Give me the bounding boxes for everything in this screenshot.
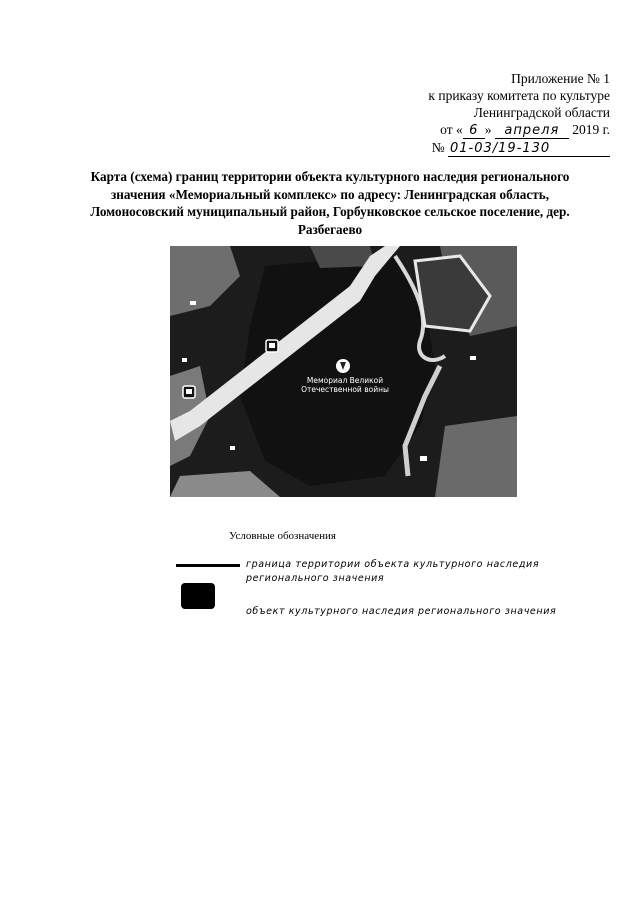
legend-boundary-line1: граница территории объекта культурного наследия bbox=[246, 559, 540, 570]
bus-stop-icon bbox=[183, 386, 195, 398]
memorial-label-line1: Мемориал Великой bbox=[306, 376, 384, 385]
handwritten-month: апреля bbox=[495, 124, 569, 139]
legend-boundary-text bbox=[246, 558, 539, 586]
memorial-label bbox=[280, 376, 410, 394]
document-title: Карта (схема) границ территории объекта культурного наследия регионального значения «Мемориальный комплекс» по адресу: Ленинградская область, Ломоносовский муниципальный район, Горбунковское сельское поселение, дер. Разбегаево bbox=[90, 169, 570, 237]
satellite-map bbox=[170, 246, 517, 497]
memorial-label-line2: Отечественной войны bbox=[301, 385, 389, 394]
legend-title: Условные обозначения bbox=[229, 530, 336, 542]
boundary-line-symbol bbox=[176, 564, 240, 567]
memorial-marker-icon bbox=[336, 359, 350, 373]
handwritten-day: 6 bbox=[463, 124, 485, 139]
appendix-header bbox=[428, 70, 610, 157]
appendix-order-ref: к приказу комитета по культуре bbox=[428, 88, 610, 103]
appendix-number: Приложение № 1 bbox=[511, 71, 610, 86]
legend-object-text: объект культурного наследия регионального значения bbox=[246, 606, 557, 617]
satellite-imagery bbox=[170, 246, 517, 497]
appendix-region: Ленинградской области bbox=[473, 105, 610, 120]
heritage-object-symbol bbox=[181, 583, 215, 609]
appendix-date bbox=[428, 121, 610, 139]
date-prefix: от « bbox=[440, 122, 463, 137]
number-prefix: № bbox=[431, 140, 445, 155]
appendix-order-number bbox=[428, 139, 610, 157]
handwritten-number: 01-03/19-130 bbox=[448, 142, 610, 157]
date-mid: » bbox=[484, 122, 492, 137]
bus-stop-icon bbox=[266, 340, 278, 352]
date-year: 2019 г. bbox=[572, 122, 610, 137]
legend-boundary-line2: регионального значения bbox=[246, 573, 385, 584]
